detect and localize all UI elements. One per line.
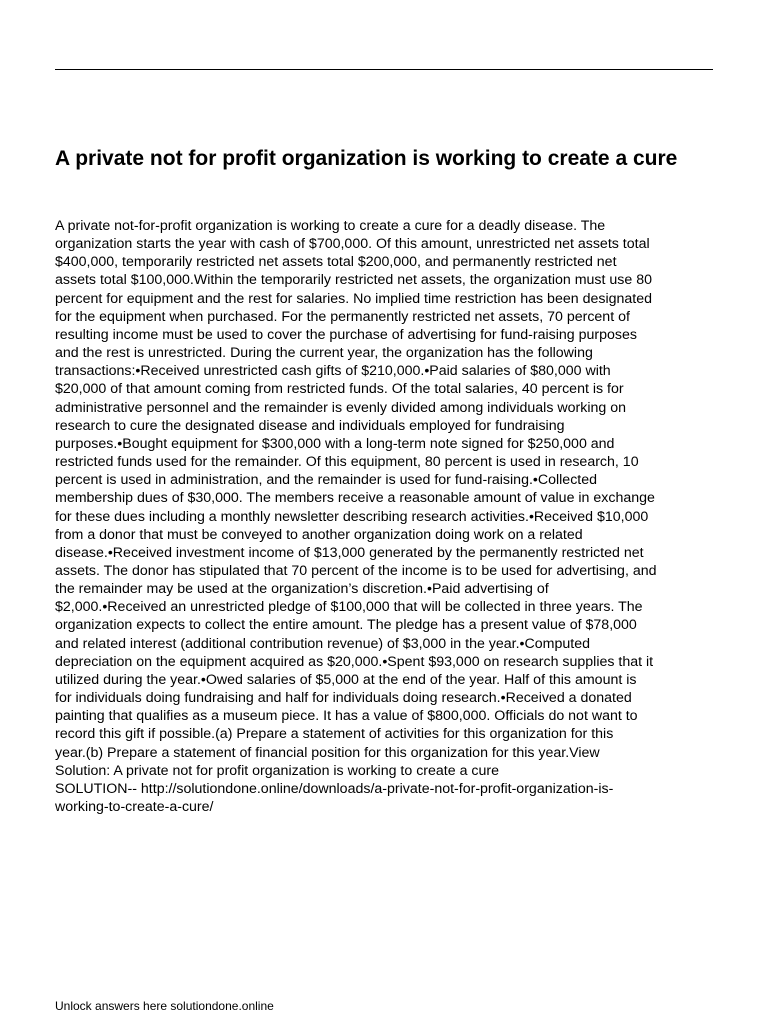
footer-text: Unlock answers here solutiondone.online [55, 999, 274, 1013]
body-line: for individuals doing fundraising and half for individuals doing research.•Received a donated [55, 690, 632, 707]
body-line: administrative personnel and the remainder is evenly divided among individuals working on [55, 399, 626, 416]
body-line: and related interest (additional contribution revenue) of $3,000 in the year.•Computed [55, 635, 590, 652]
body-line: the remainder may be used at the organization’s discretion.•Paid advertising of [55, 581, 549, 598]
body-line: A private not-for-profit organization is working to create a cure for a deadly disease. The [55, 218, 606, 234]
body-line: $400,000, temporarily restricted net assets total $200,000, and permanently restricted net [55, 254, 617, 271]
body-line: organization expects to collect the entire amount. The pledge has a present value of $78,000 [55, 617, 637, 634]
body-line: assets. The donor has stipulated that 70 percent of the income is to be used for advertising, and [55, 562, 657, 579]
body-line: Solution: A private not for profit organization is working to create a cure [55, 762, 499, 779]
body-line: record this gift if possible.(a) Prepare a statement of activities for this organization for this [55, 726, 614, 743]
body-line: $2,000.•Received an unrestricted pledge of $100,000 that will be collected in three years. The [55, 599, 643, 616]
body-line: year.(b) Prepare a statement of financial position for this organization for this year.View [55, 744, 600, 761]
body-line: for the equipment when purchased. For the permanently restricted net assets, 70 percent of [55, 308, 630, 325]
body-line: restricted funds used for the remainder. Of this equipment, 80 percent is used in research, 10 [55, 454, 639, 471]
body-line: resulting income must be used to cover the purchase of advertising for fund-raising purposes [55, 326, 637, 343]
body-line: for these dues including a monthly newsletter describing research activities.•Received $10,000 [55, 508, 649, 525]
body-line: disease.•Received investment income of $13,000 generated by the permanently restricted net [55, 544, 644, 561]
body-line: transactions:•Received unrestricted cash gifts of $210,000.•Paid salaries of $80,000 with [55, 363, 611, 380]
body-line: percent for equipment and the rest for salaries. No implied time restriction has been designated [55, 290, 652, 307]
solution-link[interactable]: SOLUTION-- http://solutiondone.online/downloads/a-private-not-for-profit-organization-is- [55, 780, 614, 797]
solution-link-continued[interactable]: working-to-create-a-cure/ [55, 799, 214, 815]
body-line: $20,000 of that amount coming from restricted funds. Of the total salaries, 40 percent is for [55, 381, 624, 398]
body-line: organization starts the year with cash of $700,000. Of this amount, unrestricted net assets total [55, 236, 650, 253]
body-line: membership dues of $30,000. The members receive a reasonable amount of value in exchange [55, 490, 655, 507]
body-line: painting that qualifies as a museum piece. It has a value of $800,000. Officials do not want to [55, 708, 638, 725]
body-line: assets total $100,000.Within the temporarily restricted net assets, the organization must use 80 [55, 272, 652, 289]
body-line: purposes.•Bought equipment for $300,000 with a long-term note signed for $250,000 and [55, 435, 615, 452]
document-title: A private not for profit organization is working to create a cure [55, 147, 678, 170]
body-line: from a donor that must be conveyed to another organization doing work on a related [55, 526, 583, 543]
body-line: percent is used in administration, and the remainder is used for fund-raising.•Collected [55, 472, 598, 489]
body-line: utilized during the year.•Owed salaries of $5,000 at the end of the year. Half of this amount is [55, 671, 637, 688]
body-line: research to cure the designated disease and individuals employed for fundraising [55, 417, 565, 434]
document-body [55, 217, 715, 816]
body-line: depreciation on the equipment acquired as $20,000.•Spent $93,000 on research supplies that it [55, 653, 654, 670]
body-line: and the rest is unrestricted. During the current year, the organization has the following [55, 345, 593, 362]
header-divider [55, 69, 713, 70]
